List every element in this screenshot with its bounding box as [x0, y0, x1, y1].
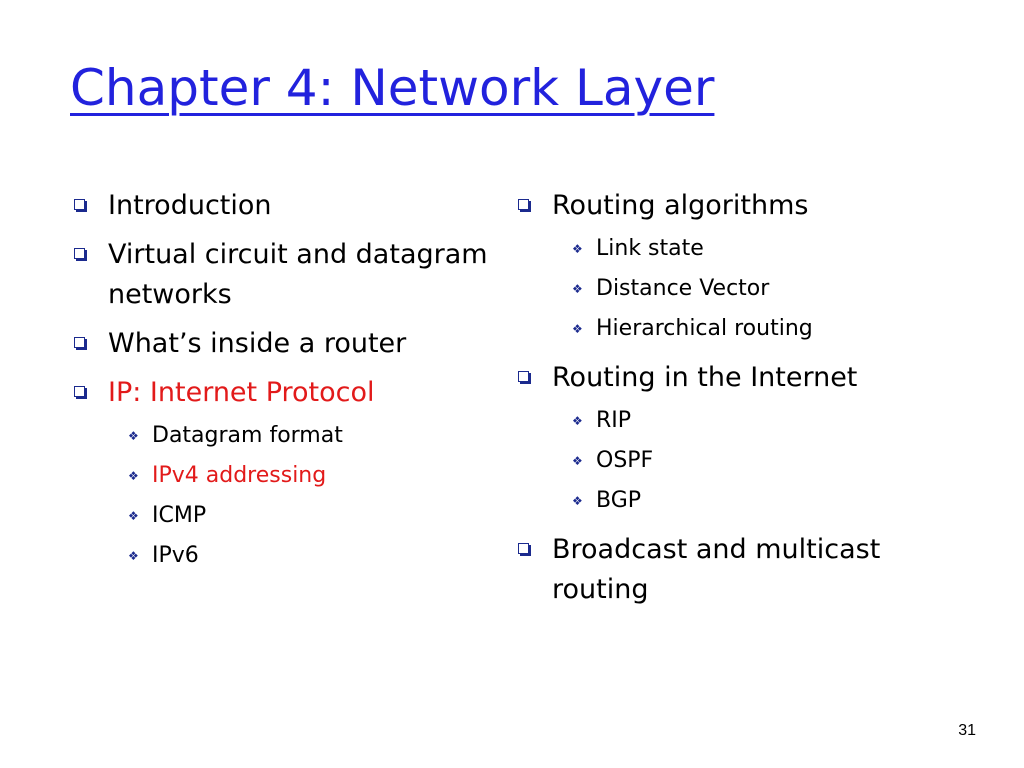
ip-subitems — [74, 416, 494, 576]
subbullet-label: OSPF — [596, 448, 654, 473]
bullet-routing-algorithms — [518, 186, 938, 226]
bullet-label: IP: Internet Protocol — [108, 377, 375, 408]
bullet-virtual-circuit — [74, 235, 494, 315]
bullet-broadcast-multicast — [518, 530, 938, 610]
diamond-bullet-icon: ❖ — [128, 549, 139, 563]
subbullet-link-state — [518, 229, 938, 269]
subbullet-datagram-format — [74, 416, 494, 456]
diamond-bullet-icon: ❖ — [128, 429, 139, 443]
bullet-label: Routing in the Internet — [552, 362, 858, 393]
bullet-label: Introduction — [108, 190, 272, 221]
bullet-inside-router — [74, 324, 494, 364]
square-bullet-icon — [74, 248, 85, 259]
subbullet-ipv6 — [74, 536, 494, 576]
subbullet-label: Hierarchical routing — [596, 316, 813, 341]
square-bullet-icon — [74, 199, 85, 210]
routing-algorithms-subitems — [518, 229, 938, 349]
subbullet-icmp — [74, 496, 494, 536]
diamond-bullet-icon: ❖ — [572, 322, 583, 336]
square-bullet-icon — [74, 337, 85, 348]
slide-title: Chapter 4: Network Layer — [70, 59, 715, 117]
subbullet-label: Link state — [596, 236, 704, 261]
diamond-bullet-icon: ❖ — [128, 509, 139, 523]
diamond-bullet-icon: ❖ — [572, 494, 583, 508]
subbullet-label: BGP — [596, 488, 642, 513]
square-bullet-icon — [74, 386, 85, 397]
diamond-bullet-icon: ❖ — [128, 469, 139, 483]
subbullet-distance-vector — [518, 269, 938, 309]
square-bullet-icon — [518, 371, 529, 382]
subbullet-ipv4-addressing — [74, 456, 494, 496]
routing-internet-subitems — [518, 401, 938, 521]
diamond-bullet-icon: ❖ — [572, 454, 583, 468]
bullet-label: What’s inside a router — [108, 328, 407, 359]
bullet-label: Routing algorithms — [552, 190, 809, 221]
bullet-label: Virtual circuit and datagram networks — [108, 239, 488, 310]
square-bullet-icon — [518, 543, 529, 554]
bullet-routing-internet — [518, 358, 938, 398]
bullet-ip-protocol — [74, 373, 494, 413]
bullet-introduction — [74, 186, 494, 226]
subbullet-hierarchical-routing — [518, 309, 938, 349]
diamond-bullet-icon: ❖ — [572, 282, 583, 296]
diamond-bullet-icon: ❖ — [572, 414, 583, 428]
subbullet-bgp — [518, 481, 938, 521]
subbullet-label: Datagram format — [152, 423, 343, 448]
right-column — [518, 186, 938, 619]
subbullet-label: ICMP — [152, 503, 207, 528]
subbullet-label: IPv4 addressing — [152, 463, 327, 488]
bullet-label: Broadcast and multicast routing — [552, 534, 881, 605]
subbullet-label: IPv6 — [152, 543, 199, 568]
subbullet-label: Distance Vector — [596, 276, 770, 301]
diamond-bullet-icon: ❖ — [572, 242, 583, 256]
page-number: 31 — [958, 722, 976, 739]
square-bullet-icon — [518, 199, 529, 210]
subbullet-ospf — [518, 441, 938, 481]
left-column — [74, 186, 494, 585]
subbullet-rip — [518, 401, 938, 441]
subbullet-label: RIP — [596, 408, 632, 433]
